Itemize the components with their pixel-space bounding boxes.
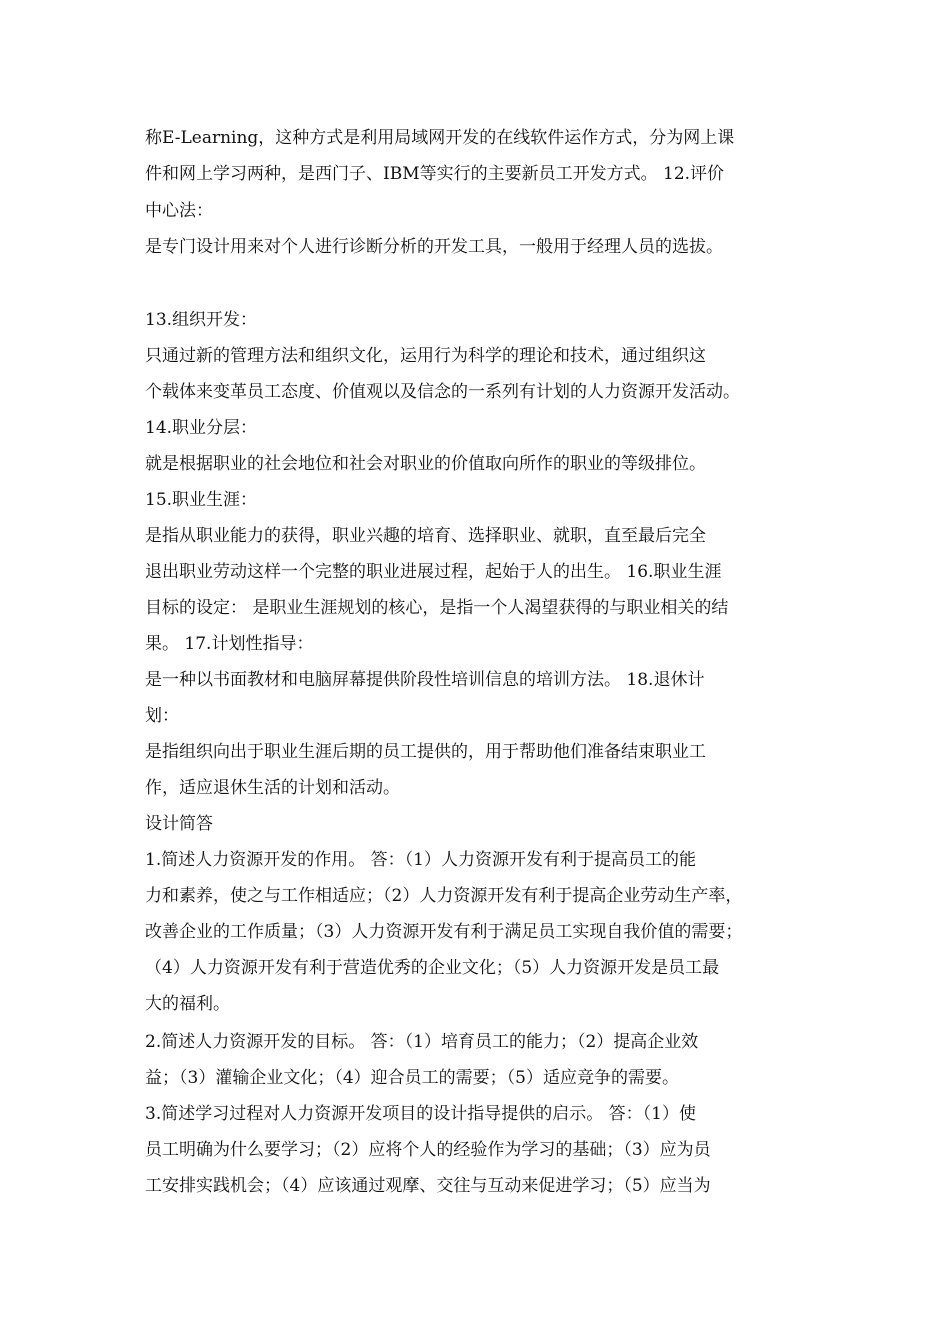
text-line: 员工明确为什么要学习；（2）应将个人的经验作为学习的基础；（3）应为员 (145, 1140, 711, 1160)
text-line: 只通过新的管理方法和组织文化，运用行为科学的理论和技术，通过组织这 (145, 346, 706, 366)
section-heading: 设计简答 (145, 814, 213, 834)
text-line: 称E-Learning，这种方式是利用局域网开发的在线软件运作方式，分为网上课 (145, 128, 735, 148)
text-line: 个载体来变革员工态度、价值观以及信念的一系列有计划的人力资源开发活动。 (145, 382, 740, 402)
text-line: 就是根据职业的社会地位和社会对职业的价值取向所作的职业的等级排位。 (145, 454, 706, 474)
text-line: 2.简述人力资源开发的目标。 答：（1）培育员工的能力；（2）提高企业效 (145, 1032, 699, 1052)
text-line: 是指从职业能力的获得，职业兴趣的培育、选择职业、就职，直至最后完全 (145, 526, 706, 546)
text-line: 1.简述人力资源开发的作用。 答：（1）人力资源开发有利于提高员工的能 (145, 850, 696, 870)
text-line: 力和素养，使之与工作相适应；（2）人力资源开发有利于提高企业劳动生产率， (145, 886, 743, 906)
text-line: 目标的设定： 是职业生涯规划的核心，是指一个人渴望获得的与职业相关的结 (145, 598, 729, 618)
text-line: 中心法： (145, 201, 213, 221)
text-line: 退出职业劳动这样一个完整的职业进展过程，起始于人的出生。 16.职业生涯 (145, 562, 722, 582)
text-line: 是专门设计用来对个人进行诊断分析的开发工具，一般用于经理人员的选拔。 (145, 237, 723, 257)
text-line: 改善企业的工作质量；（3）人力资源开发有利于满足员工实现自我价值的需要； (145, 922, 743, 942)
text-line: 件和网上学习两种，是西门子、IBM等实行的主要新员工开发方式。 12.评价 (145, 164, 725, 184)
text-line: 益；（3）灌输企业文化；（4）迎合员工的需要；（5）适应竞争的需要。 (145, 1068, 679, 1088)
text-line: 工安排实践机会；（4）应该通过观摩、交往与互动来促进学习；（5）应当为 (145, 1176, 711, 1196)
text-line: 14.职业分层： (145, 418, 258, 438)
text-line: 大的福利。 (145, 994, 230, 1014)
text-line: 3.简述学习过程对人力资源开发项目的设计指导提供的启示。 答：（1）使 (145, 1104, 696, 1124)
text-line: 13.组织开发： (145, 310, 258, 330)
text-line: 作，适应退休生活的计划和活动。 (145, 778, 400, 798)
text-line: 是指组织向出于职业生涯后期的员工提供的，用于帮助他们准备结束职业工 (145, 742, 706, 762)
text-line: 是一种以书面教材和电脑屏幕提供阶段性培训信息的培训方法。 18.退休计 (145, 670, 705, 690)
text-line: 划： (145, 706, 179, 726)
text-line: 果。 17.计划性指导： (145, 634, 314, 654)
text-line: 15.职业生涯： (145, 490, 258, 510)
text-line: （4）人力资源开发有利于营造优秀的企业文化；（5）人力资源开发是员工最 (145, 958, 720, 978)
